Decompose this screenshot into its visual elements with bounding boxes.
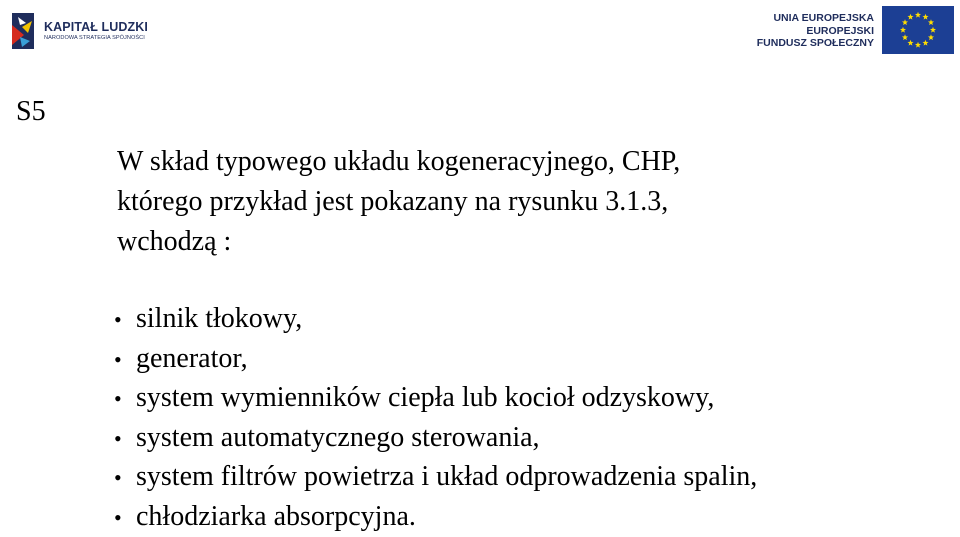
bullet-icon: •	[114, 499, 136, 537]
list-item	[114, 379, 757, 419]
kapital-ludzki-subtitle: NARODOWA STRATEGIA SPÓJNOŚCI	[44, 34, 148, 42]
list-item	[114, 498, 757, 537]
list-item	[114, 340, 757, 380]
list-item-text: system wymienników ciepła lub kocioł odzyskowy,	[136, 379, 714, 418]
intro-line: W skład typowego układu kogeneracyjnego, CHP,	[117, 142, 897, 182]
list-item-text: system automatycznego sterowania,	[136, 419, 540, 458]
bullet-icon: •	[114, 420, 136, 459]
eu-logo-line1: UNIA EUROPEJSKA	[757, 12, 874, 25]
bullet-icon: •	[114, 380, 136, 419]
bullet-icon: •	[114, 301, 136, 340]
kapital-ludzki-logo-icon	[8, 11, 38, 51]
eu-logo-line2: EUROPEJSKI	[757, 25, 874, 37]
eu-logo-line3: FUNDUSZ SPOŁECZNY	[757, 37, 874, 49]
list-item-text: system filtrów powietrza i układ odprowadzenia spalin,	[136, 458, 757, 497]
list-item-text: silnik tłokowy,	[136, 300, 302, 339]
list-item-text: chłodziarka absorpcyjna.	[136, 498, 416, 537]
list-item	[114, 419, 757, 459]
eu-logo	[757, 6, 954, 54]
list-item	[114, 458, 757, 498]
kapital-ludzki-logo	[8, 10, 148, 52]
list-item-text: generator,	[136, 340, 248, 379]
eu-flag-icon	[882, 6, 954, 54]
kapital-ludzki-title: KAPITAŁ LUDZKI	[44, 21, 148, 34]
bullet-icon: •	[114, 341, 136, 380]
bullet-icon: •	[114, 459, 136, 498]
intro-paragraph	[117, 142, 897, 262]
component-list	[114, 300, 757, 537]
intro-line: wchodzą :	[117, 222, 897, 262]
slide-label: S5	[16, 94, 46, 130]
list-item	[114, 300, 757, 340]
intro-line: którego przykład jest pokazany na rysunku 3.1.3,	[117, 182, 897, 222]
